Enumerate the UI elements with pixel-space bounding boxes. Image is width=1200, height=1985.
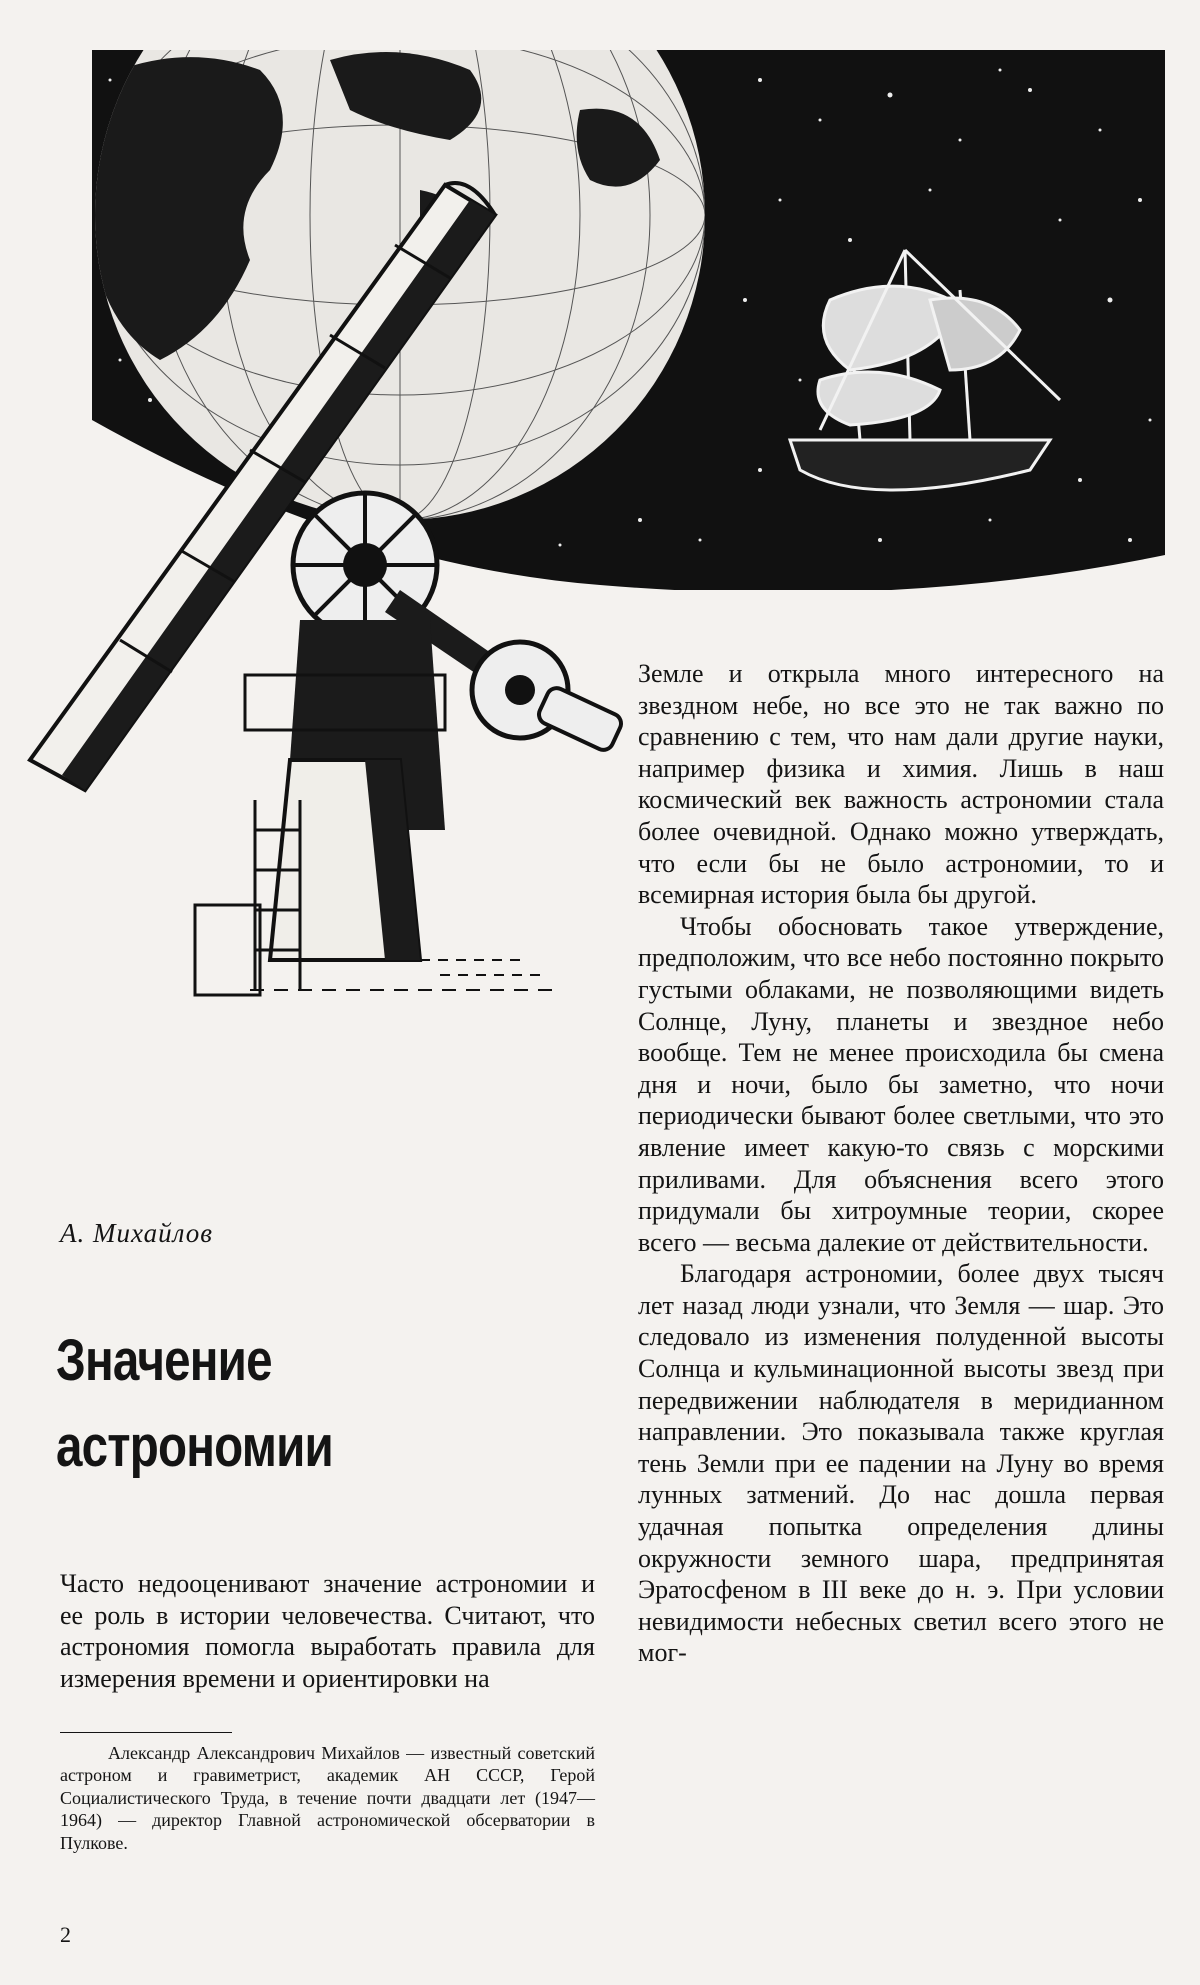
body-paragraph-2: Чтобы обосновать такое утверждение, предположим, что все небо постоянно покрыто густыми облаками, не позволяющими видеть Солнце, Луну, планеты и звездное небо вообще. Тем не менее происходила бы смена дня и ночи, было бы заметно, что ночи периодически бывают более светлыми, что это явление имеет какую-то связь с морскими приливами. Для объяснения всего этого придумали бы хитроумные теории, скорее всего — весьма далекие от действительности. bbox=[638, 911, 1164, 1257]
intro-paragraph: Часто недооценивают значение астрономии и ее роль в истории человечества. Считают, что астрономия помогла выработать правила для измерения времени и ориентировки на bbox=[60, 1569, 595, 1693]
author-name: А. Михайлов bbox=[60, 1218, 213, 1248]
footnote-divider bbox=[60, 1732, 232, 1733]
page-number: 2 bbox=[60, 1922, 71, 1947]
right-column bbox=[638, 658, 1164, 1669]
title-line-1: Значение bbox=[56, 1328, 272, 1393]
author-footnote: Александр Александрович Михайлов — известный советский астроном и гравиметрист, академик АН СССР, Герой Социалистического Труда, в течение почти двадцати лет (1947—1964) — директор Главной астрономической обсерватории в Пулкове. bbox=[60, 1743, 595, 1853]
title-line-2: астрономии bbox=[56, 1414, 333, 1479]
body-paragraph-3: Благодаря астрономии, более двух тысяч лет назад люди узнали, что Земля — шар. Это следовало из изменения полуденной высоты Солнца и кульминационной высоты звезд при передвижении наблюдателя в меридианном направлении. Это показывала также круглая тень Земли при ее падении на Луну во время лунных затмений. До нас дошла первая удачная попытка определения длины окружности земного шара, предпринятая Эратосфеном в III веке до н. э. При условии невидимости небесных светил всего этого не мог- bbox=[638, 1259, 1164, 1668]
continued-paragraph: Земле и открыла много интересного на звездном небе, но все это не так важно по сравнению с тем, что нам дали другие науки, например физика и химия. Лишь в наш космический век важность астрономии стала более очевидной. Однако можно утверждать, что если бы не было астрономии, то и всемирная история была бы другой. bbox=[638, 659, 1164, 910]
article-title bbox=[56, 1318, 482, 1490]
